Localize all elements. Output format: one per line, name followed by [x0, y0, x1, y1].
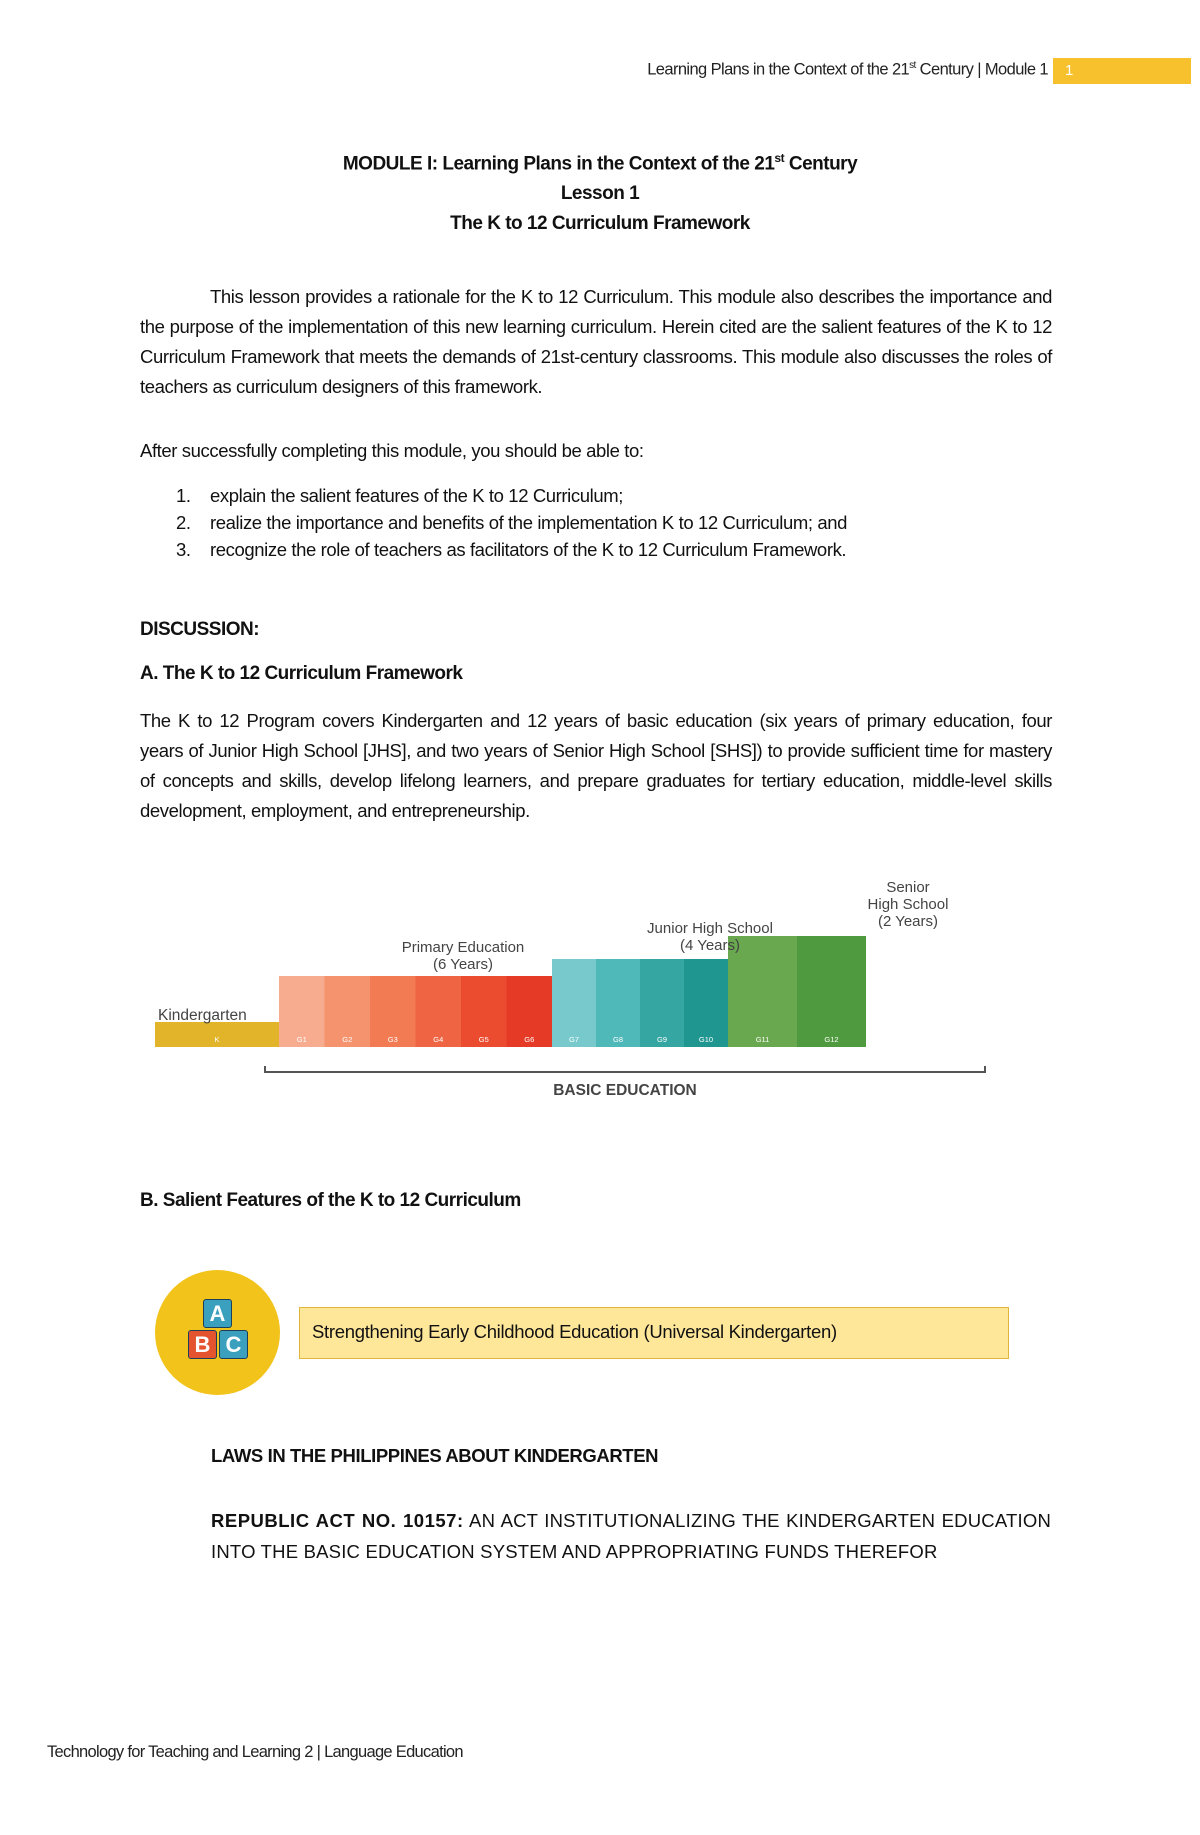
jhs-label-2: (4 Years) [679, 937, 741, 954]
running-title-sup: st [909, 60, 916, 71]
lesson-subtitle: The K to 12 Curriculum Framework [450, 213, 750, 235]
block-a-icon: A [203, 1299, 232, 1328]
module-title-text: MODULE I: Learning Plans in the Context of the 21 [342, 153, 775, 175]
list-number: 3. [176, 539, 191, 560]
grade-label-g12: G12 [824, 1035, 839, 1044]
grade-label-g6: G6 [524, 1035, 535, 1044]
primary-label-2: (6 Years) [432, 956, 494, 973]
abc-blocks-icon [155, 1270, 280, 1395]
running-header [0, 58, 1200, 86]
objectives-list [140, 482, 1052, 563]
discussion-label: DISCUSSION: [140, 619, 260, 640]
shs-label-2: High School [867, 896, 949, 913]
running-title-text: Learning Plans in the Context of the 21 [647, 60, 910, 79]
basic-education-label: BASIC EDUCATION [553, 1082, 697, 1099]
section-a-paragraph: The K to 12 Program covers Kindergarten and 12 years of basic education (six years of primary education, four years of Junior High School [JHS], and two years of Senior High School [SHS]) to provide sufficient time for mastery of concepts and skills, develop lifelong learners, and prepare graduates for tertiary education, middle-level skills development, employment, and entrepreneurship. [140, 710, 1052, 821]
shs-label-1: Senior [886, 879, 930, 896]
grade-label-g3: G3 [387, 1035, 398, 1044]
kindergarten-label: Kindergarten [158, 1007, 247, 1024]
intro-paragraph: This lesson provides a rationale for the K to 12 Curriculum. This module also describes the importance and the purpose of the implementation of this new learning curriculum. Herein cited are the salient features of the K to 12 Curriculum Framework that meets the demands of 21st-century classrooms. This module also discusses the roles of teachers as curriculum designers of this framework. [140, 286, 1052, 397]
title-block [0, 143, 1200, 239]
laws-heading: LAWS IN THE PHILIPPINES ABOUT KINDERGARTEN [211, 1445, 659, 1466]
page-footer: Technology for Teaching and Learning 2 | Language Education [47, 1743, 463, 1761]
grade-label-g5: G5 [478, 1035, 489, 1044]
list-number: 1. [176, 485, 191, 506]
page-number-box [1053, 58, 1191, 84]
basic-education-bracket [265, 1066, 985, 1072]
grade-label-g1: G1 [296, 1035, 307, 1044]
feature-box [299, 1307, 1009, 1359]
grade-bar-g8 [596, 959, 640, 1047]
republic-act-text: AN ACT INSTITUTIONALIZING THE KINDERGARTEN EDUCATION INTO THE BASIC EDUCATION SYSTEM AND APPROPRIATING FUNDS THEREFOR [211, 1510, 1051, 1562]
list-item [140, 509, 1052, 536]
grade-label-g9: G9 [656, 1035, 668, 1044]
list-number: 2. [176, 512, 191, 533]
grade-label-g4: G4 [433, 1035, 444, 1044]
grade-label-g7: G7 [568, 1035, 580, 1044]
grade-bar-g10 [684, 959, 728, 1047]
list-text: realize the importance and benefits of the implementation K to 12 Curriculum; and [210, 512, 848, 533]
list-item [140, 536, 1052, 563]
republic-act-label: REPUBLIC ACT NO. 10157: [211, 1510, 464, 1531]
grade-bar-g7 [552, 959, 596, 1047]
section-b-heading: B. Salient Features of the K to 12 Curriculum [140, 1190, 521, 1211]
module-title-sup: st [774, 151, 785, 165]
feature-text: Strengthening Early Childhood Education (Universal Kindergarten) [312, 1321, 837, 1342]
running-title-post: Century | Module 1 [915, 60, 1048, 79]
module-title [0, 143, 1200, 179]
list-text: recognize the role of teachers as facilitators of the K to 12 Curriculum Framework. [210, 539, 847, 560]
grade-label-g11: G11 [755, 1035, 770, 1044]
k12-framework-figure [155, 870, 1005, 1110]
block-b-icon: B [188, 1330, 217, 1359]
shs-label-3: (2 Years) [877, 913, 939, 930]
list-text: explain the salient features of the K to 12 Curriculum; [210, 485, 623, 506]
grade-label-g2: G2 [342, 1035, 353, 1044]
grade-label-g8: G8 [612, 1035, 624, 1044]
module-title-post: Century [784, 153, 858, 175]
grade-label-g10: G10 [698, 1035, 714, 1044]
objectives-intro: After successfully completing this module, you should be able to: [140, 440, 644, 461]
grade-bar-g9 [640, 959, 684, 1047]
republic-act-paragraph [211, 1505, 1051, 1567]
running-title [647, 60, 1048, 80]
list-item [140, 482, 1052, 509]
block-c-icon: C [219, 1330, 248, 1359]
primary-label-1: Primary Education [401, 939, 525, 956]
grade-label-k: K [214, 1035, 220, 1044]
section-a-heading: A. The K to 12 Curriculum Framework [140, 663, 463, 684]
grade-bar-g12 [797, 936, 866, 1047]
lesson-title: Lesson 1 [560, 183, 640, 205]
jhs-label-1: Junior High School [647, 920, 773, 937]
page-number: 1 [1065, 62, 1074, 79]
